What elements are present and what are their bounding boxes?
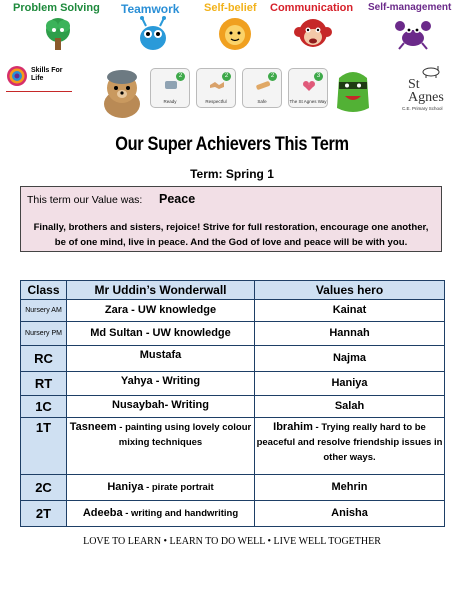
achievers-table <box>20 280 445 527</box>
school-name-line2: Agnes <box>408 90 444 105</box>
wonderwall-note: - writing and handwriting <box>122 508 239 519</box>
badge-count: 2 <box>222 72 231 81</box>
table-header-row <box>21 281 445 300</box>
header-wonderwall: Mr Uddin’s Wonderwall <box>67 281 255 300</box>
skill-self-management <box>368 2 451 13</box>
tree-mascot-icon <box>39 16 77 52</box>
wonderwall-name: Adeeba <box>82 507 123 519</box>
ready-icon <box>163 79 179 91</box>
wonderwall-note: - pirate portrait <box>143 482 214 493</box>
values-hero-name: Kainat <box>332 304 367 316</box>
class-cell: 1C <box>21 396 67 418</box>
class-cell: Nursery PM <box>21 322 67 346</box>
values-hero-name: Anisha <box>331 507 368 519</box>
page-title: Our Super Achievers This Term <box>115 134 349 155</box>
badge-label: Respectful <box>205 99 227 104</box>
term-label: Term: Spring 1 <box>190 167 274 181</box>
monkey-mascot-icon <box>294 16 332 52</box>
values-hero-cell <box>255 475 445 501</box>
values-hero-name: Salah <box>334 400 365 412</box>
values-hero-cell <box>255 372 445 396</box>
wonderwall-note: - painting using lovely colour mixing techniques <box>116 422 252 448</box>
crab-mascot-icon <box>394 16 432 52</box>
header-class: Class <box>21 281 67 300</box>
skill-problem-solving <box>13 2 100 14</box>
logo-underline <box>6 91 72 92</box>
wonderwall-name: Yahya - Writing <box>120 375 201 387</box>
values-hero-name: Ibrahim <box>273 421 313 433</box>
values-hero-name: Hannah <box>329 327 370 339</box>
class-cell: 2C <box>21 475 67 501</box>
footer-motto: LOVE TO LEARN • LEARN TO DO WELL • LIVE WELL TOGETHER <box>83 536 381 547</box>
badge-label: Safe <box>257 99 267 104</box>
table-row <box>21 346 445 372</box>
values-hero-cell <box>255 322 445 346</box>
wonderwall-cell <box>67 475 255 501</box>
lamb-icon <box>418 64 444 78</box>
rainbow-circle-icon <box>6 65 28 87</box>
blue-bug-mascot-icon <box>133 16 173 52</box>
values-hero-cell <box>255 396 445 418</box>
badge-st-agnes-way <box>288 68 328 108</box>
class-cell: 1T <box>21 418 67 475</box>
wonderwall-name: Zara - UW knowledge <box>104 304 217 316</box>
skill-self-belief <box>204 2 257 14</box>
class-cell: RC <box>21 346 67 372</box>
values-hero-name: Mehrin <box>331 481 368 493</box>
badge-count: 3 <box>314 72 323 81</box>
skill-label: Teamwork <box>121 2 180 16</box>
teddy-bear-icon <box>100 66 144 118</box>
class-cell: Nursery AM <box>21 300 67 322</box>
badge-ready <box>150 68 190 108</box>
wonderwall-cell <box>67 300 255 322</box>
class-cell: RT <box>21 372 67 396</box>
values-hero-cell <box>255 300 445 322</box>
wonderwall-cell <box>67 396 255 418</box>
table-row <box>21 372 445 396</box>
skills-for-life-logo <box>4 64 74 90</box>
table-row <box>21 418 445 475</box>
skill-label: Self-belief <box>204 2 257 14</box>
values-banner <box>0 60 464 120</box>
school-name <box>408 78 444 104</box>
badge-label: Ready <box>163 99 177 104</box>
wonderwall-cell <box>67 346 255 372</box>
value-quote: Finally, brothers and sisters, rejoice! Strive for full restoration, encourage one another, be of one mind, live in peace. And the God of love and peace will be with you. <box>33 222 429 248</box>
wonderwall-name: Nusaybah- Writing <box>112 399 209 411</box>
badge-count: 2 <box>176 72 185 81</box>
values-hero-name: Najma <box>332 352 367 364</box>
header-values-hero: Values hero <box>255 281 445 300</box>
table-row <box>21 475 445 501</box>
green-ninja-mascot-icon <box>333 68 373 114</box>
value-heading: This term our Value was: <box>27 194 143 206</box>
value-name: Peace <box>159 192 196 206</box>
wonderwall-cell <box>67 501 255 527</box>
values-hero-note: - Trying really hard to be peaceful and resolve friendship issues in other ways. <box>256 422 443 463</box>
badge-label: The St Agnes Way <box>289 99 327 104</box>
badge-count: 2 <box>268 72 277 81</box>
badge-respectful <box>196 68 236 108</box>
skill-label: Self-management <box>368 2 452 13</box>
wonderwall-name: Haniya <box>107 481 144 493</box>
school-subtitle: C.E. Primary School <box>402 106 443 111</box>
lion-mascot-icon <box>216 16 254 52</box>
wonderwall-cell <box>67 418 255 475</box>
skills-banner <box>0 0 464 60</box>
skill-communication <box>270 2 353 14</box>
wonderwall-cell <box>67 322 255 346</box>
table-row <box>21 501 445 527</box>
values-hero-cell <box>255 418 445 475</box>
table-row <box>21 322 445 346</box>
wonderwall-name: Mustafa <box>139 349 182 361</box>
wonderwall-name: Md Sultan - UW knowledge <box>90 327 231 339</box>
wonderwall-cell <box>67 372 255 396</box>
values-hero-cell <box>255 501 445 527</box>
skill-label: Problem Solving <box>13 2 100 14</box>
skills-for-life-text: Skills For Life <box>31 67 63 82</box>
value-box <box>20 186 442 252</box>
table-row <box>21 396 445 418</box>
badge-safe <box>242 68 282 108</box>
class-cell: 2T <box>21 501 67 527</box>
skill-label: Communication <box>270 2 354 14</box>
table-row <box>21 300 445 322</box>
plaster-icon <box>255 79 271 91</box>
handshake-icon <box>209 79 225 91</box>
values-hero-cell <box>255 346 445 372</box>
skill-teamwork <box>121 2 179 16</box>
school-crest <box>398 64 462 116</box>
wonderwall-name: Tasneem <box>69 421 117 433</box>
hearts-icon <box>301 79 317 91</box>
values-hero-name: Haniya <box>331 377 368 389</box>
school-name-line1: St <box>408 77 420 92</box>
